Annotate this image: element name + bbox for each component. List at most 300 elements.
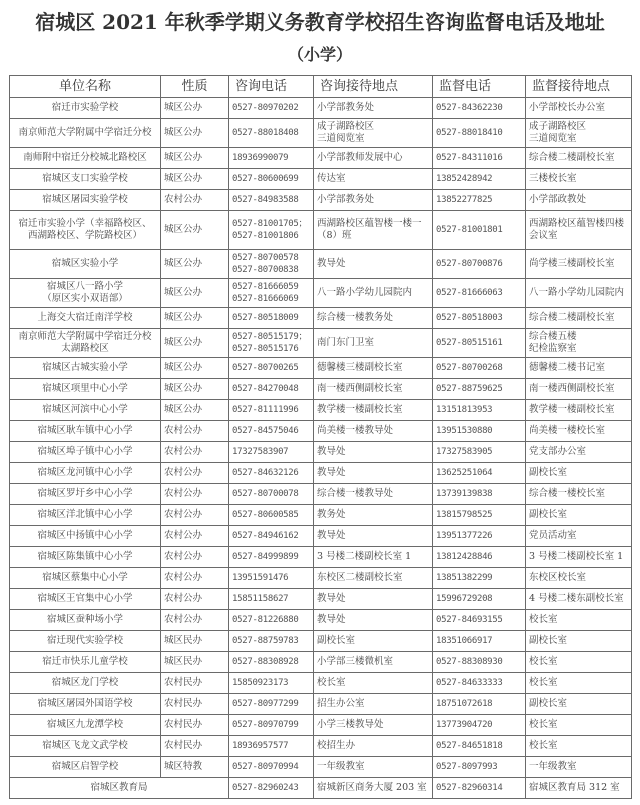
unit-name-cell-line: 南京师范大学附属中学宿迁分校 <box>18 127 152 138</box>
consult-place-cell <box>314 568 433 589</box>
consult-phone-cell-line: 18936990079 <box>232 153 289 163</box>
consult-place-cell <box>314 190 433 211</box>
unit-name-cell <box>10 442 161 463</box>
consult-place-cell-line: 教导处 <box>317 258 346 269</box>
consult-phone-cell-line: 0527-88018408 <box>232 128 299 138</box>
unit-name-cell <box>10 421 161 442</box>
consult-phone-cell <box>229 694 314 715</box>
consult-place-cell <box>314 329 433 358</box>
type-cell: 城区公办 <box>161 329 229 358</box>
consult-phone-cell <box>229 505 314 526</box>
table-row <box>10 119 632 148</box>
consult-phone-cell <box>229 631 314 652</box>
unit-name-cell-line: 宿城区中扬镇中心小学 <box>37 530 133 541</box>
supervise-place-cell-line: 综合楼二楼副校长室 <box>529 152 615 163</box>
consult-phone-cell <box>229 358 314 379</box>
table-row <box>10 610 632 631</box>
supervise-place-cell-line: 综合楼二楼副校长室 <box>529 312 615 323</box>
supervise-place-cell-line: 纪检监察室 <box>529 343 577 354</box>
supervise-phone-cell: 0527-84362230 <box>433 98 526 119</box>
supervise-place-cell <box>526 421 632 442</box>
header-type: 性质 <box>161 76 229 98</box>
supervise-place-cell <box>526 169 632 190</box>
consult-place-cell <box>314 379 433 400</box>
consult-place-cell <box>314 148 433 169</box>
supervise-place-cell-line: 副校长室 <box>529 635 568 646</box>
supervise-place-cell-line: 副校长室 <box>529 509 568 520</box>
consult-place-cell <box>314 442 433 463</box>
supervise-place-cell-line: 一年级教室 <box>529 761 577 772</box>
consult-place-cell-line: 教导处 <box>317 614 346 625</box>
supervise-phone-cell: 18751072618 <box>433 694 526 715</box>
consult-place-cell-line: 小学部三楼微机室 <box>317 656 394 667</box>
consult-phone-cell-line: 0527-80700578 <box>232 253 299 263</box>
consult-place-cell-line: 校招生办 <box>317 740 356 751</box>
unit-name-cell <box>10 652 161 673</box>
unit-name-cell <box>10 694 161 715</box>
supervise-place-cell <box>526 631 632 652</box>
consult-place-cell-line: 教学楼一楼副校长室 <box>317 404 403 415</box>
supervise-place-cell-line: 校长室 <box>529 614 558 625</box>
supervise-phone-cell: 0527-84693155 <box>433 610 526 631</box>
consult-place-cell <box>314 631 433 652</box>
supervise-phone-cell: 13812428846 <box>433 547 526 568</box>
consult-phone-cell <box>229 190 314 211</box>
supervise-place-cell-line: 综合楼一楼校长室 <box>529 488 606 499</box>
table-row <box>10 190 632 211</box>
supervise-place-cell <box>526 442 632 463</box>
consult-phone-cell <box>229 568 314 589</box>
supervise-place-cell <box>526 379 632 400</box>
type-cell: 城区公办 <box>161 250 229 279</box>
table-row <box>10 442 632 463</box>
unit-name-cell-line: 宿城区启智学校 <box>51 761 119 772</box>
table-row <box>10 148 632 169</box>
consult-place-cell-line: 成子湖路校区 <box>317 121 375 132</box>
supervise-place-cell <box>526 190 632 211</box>
unit-name-cell-line: 宿城区罗圩乡中心小学 <box>37 488 133 499</box>
consult-phone-cell-line: 0527-80970994 <box>232 762 299 772</box>
consult-phone-cell <box>229 463 314 484</box>
type-cell: 农村公办 <box>161 547 229 568</box>
table-row <box>10 547 632 568</box>
unit-name-cell-line: 南京师范大学附属中学宿迁分校 <box>18 331 152 342</box>
supervise-place-cell-line: 尚学楼三楼副校长室 <box>529 258 615 269</box>
consult-phone-cell-line: 0527-84999899 <box>232 552 299 562</box>
consult-place-cell <box>314 757 433 778</box>
consult-phone-cell-line: 0527-84270048 <box>232 384 299 394</box>
consult-phone-cell-line: 0527-84575046 <box>232 426 299 436</box>
unit-name-cell <box>10 631 161 652</box>
supervise-place-cell <box>526 250 632 279</box>
unit-name-cell <box>10 98 161 119</box>
consult-place-cell-line: 3 号楼二楼副校长室 1 <box>317 551 412 562</box>
consult-place-cell-line: 八一路小学幼儿园院内 <box>317 287 413 298</box>
consult-place-cell <box>314 421 433 442</box>
consult-place-cell <box>314 505 433 526</box>
consult-phone-cell-line: 0527-80700265 <box>232 363 299 373</box>
consult-place-cell-line: 东校区二楼副校长室 <box>317 572 403 583</box>
supervise-place-cell: 宿城区教育局 312 室 <box>526 778 632 799</box>
supervise-place-cell <box>526 279 632 308</box>
table-row <box>10 652 632 673</box>
supervise-place-cell <box>526 505 632 526</box>
unit-name-cell-line: 宿城区王官集中心小学 <box>37 593 133 604</box>
supervise-place-cell-line: 西湖路校区蕴智楼四楼 <box>529 218 625 229</box>
unit-name-cell-line: 宿城区屠园外国语学校 <box>37 698 133 709</box>
supervise-phone-cell: 13851382299 <box>433 568 526 589</box>
unit-name-cell-line: 宿城区飞龙文武学校 <box>42 740 128 751</box>
table-row <box>10 250 632 279</box>
consult-phone-cell <box>229 736 314 757</box>
consult-phone-cell-line: 0527-80515176 <box>232 344 299 354</box>
consult-phone-cell-line: 0527-80515179； <box>232 332 308 342</box>
table-row <box>10 715 632 736</box>
type-cell: 城区公办 <box>161 279 229 308</box>
consult-place-cell-line: 小学三楼教导处 <box>317 719 384 730</box>
unit-name-cell-line: 宿城区古城实验小学 <box>42 362 128 373</box>
consult-phone-cell-line: 0527-81001806 <box>232 231 299 241</box>
consult-place-cell-line: 小学部教务处 <box>317 102 375 113</box>
supervise-place-cell <box>526 211 632 250</box>
document-title: 宿城区 2021 年秋季学期义务教育学校招生咨询监督电话及地址 <box>35 10 605 34</box>
unit-name-cell <box>10 526 161 547</box>
supervise-place-cell-line: 德馨楼二楼书记室 <box>529 362 606 373</box>
consult-phone-cell-line: 0527-81226880 <box>232 615 299 625</box>
supervise-place-cell <box>526 119 632 148</box>
unit-name-cell <box>10 279 161 308</box>
consult-phone-cell <box>229 329 314 358</box>
supervise-place-cell <box>526 652 632 673</box>
consult-place-cell <box>314 400 433 421</box>
supervise-place-cell-line: 副校长室 <box>529 467 568 478</box>
type-cell: 农村民办 <box>161 673 229 694</box>
supervise-place-cell-line: 八一路小学幼儿园院内 <box>529 287 625 298</box>
consult-place-cell-line: 副校长室 <box>317 635 356 646</box>
unit-name-cell <box>10 308 161 329</box>
consult-phone-cell-line: 0527-80518009 <box>232 313 299 323</box>
supervise-place-cell <box>526 610 632 631</box>
table-row <box>10 694 632 715</box>
consult-phone-cell-line: 0527-80700078 <box>232 489 299 499</box>
consult-phone-cell <box>229 279 314 308</box>
type-cell: 城区公办 <box>161 379 229 400</box>
table-header-row <box>10 76 632 98</box>
unit-name-cell <box>10 463 161 484</box>
table-row <box>10 505 632 526</box>
supervise-place-cell-line: 小学部政教处 <box>529 194 587 205</box>
supervise-place-cell-line: 南一楼西侧副校长室 <box>529 383 615 394</box>
consult-phone-cell <box>229 379 314 400</box>
unit-name-cell: 宿城区教育局 <box>10 778 229 799</box>
unit-name-cell-line: 宿城区洋北镇中心小学 <box>37 509 133 520</box>
consult-phone-cell-line: 0527-80700838 <box>232 265 299 275</box>
supervise-place-cell-line: 3 号楼二楼副校长室 1 <box>529 551 624 562</box>
supervise-place-cell <box>526 308 632 329</box>
unit-name-cell <box>10 484 161 505</box>
unit-name-cell <box>10 169 161 190</box>
unit-name-cell <box>10 505 161 526</box>
table-row-education-bureau <box>10 778 632 799</box>
unit-name-cell-line: 宿迁市实验小学（幸福路校区、 <box>18 218 152 229</box>
table-row <box>10 589 632 610</box>
supervise-place-cell <box>526 547 632 568</box>
unit-name-cell-line: 宿城区陈集镇中心小学 <box>37 551 133 562</box>
type-cell: 农村公办 <box>161 463 229 484</box>
supervise-place-cell <box>526 400 632 421</box>
supervise-phone-cell: 13951377226 <box>433 526 526 547</box>
unit-name-cell-line: 宿迁市实验学校 <box>51 102 119 113</box>
type-cell: 农村民办 <box>161 694 229 715</box>
unit-name-cell <box>10 400 161 421</box>
type-cell: 城区民办 <box>161 631 229 652</box>
type-cell: 城区公办 <box>161 119 229 148</box>
supervise-place-cell <box>526 673 632 694</box>
consult-place-cell-line: 传达室 <box>317 173 346 184</box>
supervise-phone-cell: 13151813953 <box>433 400 526 421</box>
unit-name-cell-line: 宿城区屠园实验学校 <box>42 194 128 205</box>
consult-place-cell-line: 尚美楼一楼教导处 <box>317 425 394 436</box>
consult-phone-cell-line: 0527-80600699 <box>232 174 299 184</box>
unit-name-cell-line: 宿城区实验小学 <box>51 258 119 269</box>
consult-place-cell-line: 综合楼一楼教务处 <box>317 312 394 323</box>
table-row <box>10 400 632 421</box>
supervise-phone-cell: 0527-81666063 <box>433 279 526 308</box>
type-cell: 城区公办 <box>161 169 229 190</box>
supervise-place-cell-line: 三楼校长室 <box>529 173 577 184</box>
consult-phone-cell <box>229 308 314 329</box>
supervise-place-cell-line: 校长室 <box>529 656 558 667</box>
supervise-place-cell <box>526 463 632 484</box>
unit-name-cell-line: 宿城区九龙潭学校 <box>46 719 123 730</box>
type-cell: 农村公办 <box>161 568 229 589</box>
consult-place-cell-line: 教务处 <box>317 509 346 520</box>
consult-place-cell <box>314 463 433 484</box>
supervise-phone-cell: 13625251064 <box>433 463 526 484</box>
supervise-place-cell-line: 东校区校长室 <box>529 572 587 583</box>
consult-place-cell-line: 小学部教务处 <box>317 194 375 205</box>
unit-name-cell-line: 宿城区支口实验学校 <box>42 173 128 184</box>
supervise-phone-cell: 0527-80518003 <box>433 308 526 329</box>
consult-phone-cell <box>229 421 314 442</box>
supervise-place-cell-line: 小学部校长办公室 <box>529 102 606 113</box>
consult-phone-cell <box>229 250 314 279</box>
consult-phone-cell <box>229 652 314 673</box>
consult-phone-cell <box>229 526 314 547</box>
consult-place-cell <box>314 169 433 190</box>
supervise-phone-cell: 0527-84651818 <box>433 736 526 757</box>
consult-phone-cell <box>229 119 314 148</box>
consult-place-cell-line: 教导处 <box>317 446 346 457</box>
consult-place-cell <box>314 736 433 757</box>
supervise-place-cell-line: 成子湖路校区 <box>529 121 587 132</box>
supervise-place-cell-line: 党员活动室 <box>529 530 577 541</box>
unit-name-cell <box>10 148 161 169</box>
unit-name-cell-line: 宿城区龙河镇中心小学 <box>37 467 133 478</box>
supervise-phone-cell: 0527-81001801 <box>433 211 526 250</box>
table-row <box>10 673 632 694</box>
table-row <box>10 526 632 547</box>
unit-name-cell <box>10 379 161 400</box>
consult-place-cell <box>314 279 433 308</box>
consult-phone-cell-line: 17327583907 <box>232 447 289 457</box>
type-cell: 农村公办 <box>161 589 229 610</box>
unit-name-cell <box>10 250 161 279</box>
consult-place-cell <box>314 610 433 631</box>
type-cell: 城区公办 <box>161 358 229 379</box>
supervise-place-cell-line: 副校长室 <box>529 698 568 709</box>
consult-phone-cell <box>229 610 314 631</box>
unit-name-cell <box>10 673 161 694</box>
type-cell: 城区公办 <box>161 400 229 421</box>
consult-phone-cell-line: 0527-80970202 <box>232 103 299 113</box>
unit-name-cell-line: 宿城区项里中心小学 <box>42 383 128 394</box>
consult-phone-cell-line: 0527-81111996 <box>232 405 299 415</box>
consult-phone-cell-line: 0527-80977299 <box>232 699 299 709</box>
table-row <box>10 421 632 442</box>
type-cell: 农村公办 <box>161 421 229 442</box>
type-cell: 城区公办 <box>161 98 229 119</box>
supervise-phone-cell: 13852277825 <box>433 190 526 211</box>
type-cell: 农村民办 <box>161 736 229 757</box>
unit-name-cell <box>10 358 161 379</box>
supervise-phone-cell: 0527-88018410 <box>433 119 526 148</box>
supervise-place-cell <box>526 358 632 379</box>
consult-phone-cell <box>229 442 314 463</box>
supervise-place-cell <box>526 98 632 119</box>
table-row <box>10 211 632 250</box>
consult-place-cell <box>314 211 433 250</box>
consult-place-cell <box>314 715 433 736</box>
table-row <box>10 631 632 652</box>
consult-phone-cell-line: 18936957577 <box>232 741 289 751</box>
unit-name-cell-line: 宿城区河滨中心小学 <box>42 404 128 415</box>
unit-name-cell-line: 宿城区埠子镇中心小学 <box>37 446 133 457</box>
supervise-place-cell <box>526 694 632 715</box>
header-consult-place: 咨询接待地点 <box>314 76 433 98</box>
unit-name-cell <box>10 211 161 250</box>
type-cell: 城区特教 <box>161 757 229 778</box>
unit-name-cell <box>10 568 161 589</box>
supervise-place-cell <box>526 589 632 610</box>
header-supervise-phone: 监督电话 <box>433 76 526 98</box>
consult-place-cell-line: 德馨楼三楼副校长室 <box>317 362 403 373</box>
supervise-phone-cell: 13773904720 <box>433 715 526 736</box>
table-row <box>10 98 632 119</box>
type-cell: 城区公办 <box>161 308 229 329</box>
supervise-place-cell <box>526 715 632 736</box>
supervise-place-cell-line: 三道阅览室 <box>529 133 577 144</box>
unit-name-cell-line: 太湖路校区 <box>61 343 109 354</box>
consult-place-cell-line: 教导处 <box>317 530 346 541</box>
unit-name-cell <box>10 547 161 568</box>
table-body <box>10 98 632 799</box>
supervise-phone-cell: 13815798525 <box>433 505 526 526</box>
header-unit-name: 单位名称 <box>10 76 161 98</box>
unit-name-cell <box>10 119 161 148</box>
table-row <box>10 308 632 329</box>
consult-place-cell-line: 教导处 <box>317 467 346 478</box>
unit-name-cell <box>10 589 161 610</box>
consult-place-cell-line: 招生办公室 <box>317 698 365 709</box>
supervise-phone-cell: 15996729208 <box>433 589 526 610</box>
type-cell: 农村公办 <box>161 505 229 526</box>
supervise-phone-cell: 13852428942 <box>433 169 526 190</box>
type-cell: 城区公办 <box>161 148 229 169</box>
supervise-place-cell-line: 校长室 <box>529 719 558 730</box>
supervise-phone-cell: 0527-88759625 <box>433 379 526 400</box>
supervise-phone-cell: 0527-88308930 <box>433 652 526 673</box>
consult-phone-cell <box>229 673 314 694</box>
consult-phone-cell <box>229 211 314 250</box>
type-cell: 城区公办 <box>161 211 229 250</box>
unit-name-cell <box>10 329 161 358</box>
table-row <box>10 736 632 757</box>
consult-phone-cell <box>229 148 314 169</box>
consult-phone-cell-line: 0527-81666059 <box>232 282 299 292</box>
table-row <box>10 379 632 400</box>
consult-place-cell <box>314 547 433 568</box>
consult-phone-cell <box>229 757 314 778</box>
consult-phone-cell-line: 0527-84983588 <box>232 195 299 205</box>
unit-name-cell <box>10 610 161 631</box>
table-row <box>10 757 632 778</box>
consult-phone-cell-line: 0527-80970799 <box>232 720 299 730</box>
consult-phone-cell-line: 0527-88759783 <box>232 636 299 646</box>
table-row <box>10 329 632 358</box>
unit-name-cell <box>10 190 161 211</box>
supervise-place-cell <box>526 329 632 358</box>
consult-phone-cell: 0527-82960243 <box>229 778 314 799</box>
unit-name-cell-line: 宿迁市快乐儿童学校 <box>42 656 128 667</box>
type-cell: 农村公办 <box>161 442 229 463</box>
consult-phone-cell-line: 15851158627 <box>232 594 289 604</box>
supervise-place-cell-line: 党支部办公室 <box>529 446 587 457</box>
supervise-place-cell <box>526 148 632 169</box>
unit-name-cell-line: 西湖路校区、学院路校区） <box>27 230 142 241</box>
consult-place-cell <box>314 589 433 610</box>
consult-place-cell: 宿城新区商务大厦 203 室 <box>314 778 433 799</box>
type-cell: 城区民办 <box>161 652 229 673</box>
supervise-place-cell-line: 校长室 <box>529 740 558 751</box>
consult-place-cell-line: （8）班 <box>317 230 352 241</box>
supervise-place-cell <box>526 736 632 757</box>
unit-name-cell-line: 宿城区蚕种场小学 <box>46 614 123 625</box>
consult-phone-cell <box>229 589 314 610</box>
unit-name-cell-line: 上海交大宿迁南洋学校 <box>37 312 133 323</box>
table-row <box>10 463 632 484</box>
consult-phone-cell <box>229 169 314 190</box>
unit-name-cell <box>10 715 161 736</box>
type-cell: 农村公办 <box>161 610 229 631</box>
consult-place-cell <box>314 694 433 715</box>
supervise-phone-cell: 0527-80515161 <box>433 329 526 358</box>
type-cell: 农村民办 <box>161 715 229 736</box>
consult-phone-cell-line: 0527-81001705； <box>232 219 308 229</box>
supervise-phone-cell: 17327583905 <box>433 442 526 463</box>
supervise-place-cell-line: 会议室 <box>529 230 558 241</box>
supervise-place-cell <box>526 484 632 505</box>
unit-name-cell-line: 南师附中宿迁分校城北路校区 <box>23 152 147 163</box>
consult-phone-cell-line: 15850923173 <box>232 678 289 688</box>
consult-place-cell-line: 小学部教师发展中心 <box>317 152 403 163</box>
consult-place-cell <box>314 250 433 279</box>
unit-name-cell <box>10 736 161 757</box>
consult-phone-cell-line: 13951591476 <box>232 573 289 583</box>
table-row <box>10 484 632 505</box>
document-subtitle: （小学） <box>287 45 352 64</box>
unit-name-cell <box>10 757 161 778</box>
